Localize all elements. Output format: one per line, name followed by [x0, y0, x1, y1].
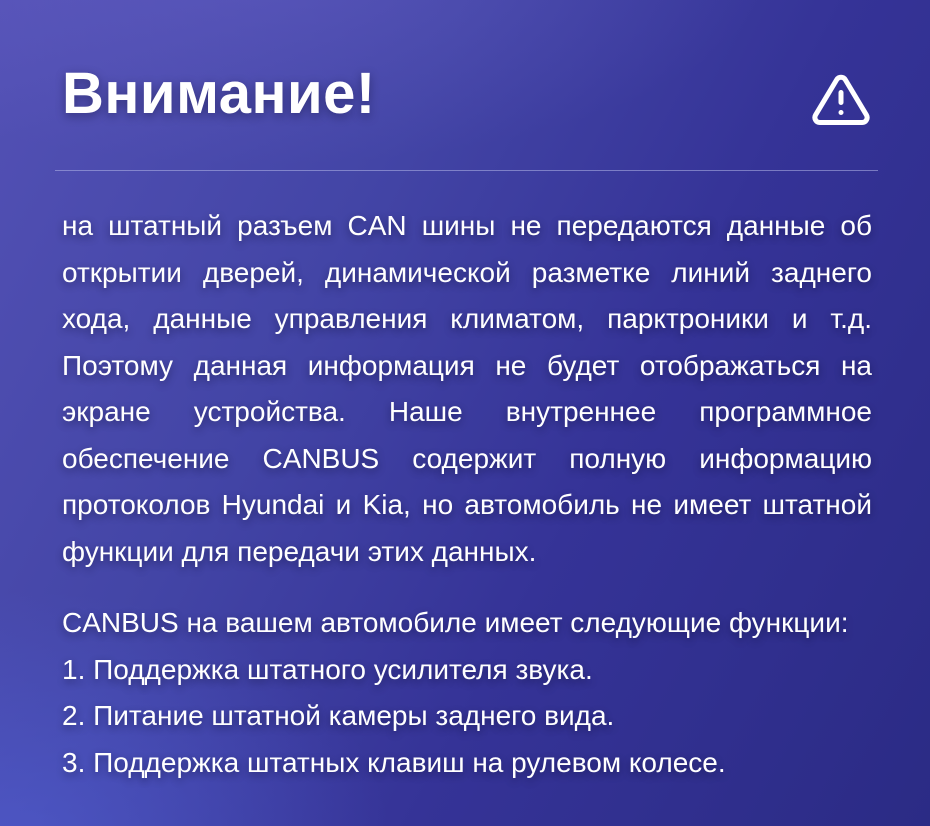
text-line: функции для передачи этих данных.	[62, 535, 537, 567]
text-line: Поэтому данная информация не будет отображаться на	[62, 349, 872, 381]
warning-triangle-icon	[808, 70, 874, 130]
divider	[55, 170, 878, 171]
paragraph-can-info	[62, 203, 872, 575]
paragraph-canbus-functions	[62, 600, 872, 786]
text-line: обеспечение CANBUS содержит полную информацию	[62, 442, 872, 474]
text-line: протоколов Hyundai и Kia, но автомобиль не имеет штатной	[62, 489, 872, 520]
text-line: экране устройства. Наше внутреннее программное	[62, 396, 872, 427]
page-title: Внимание!	[62, 61, 376, 126]
canbus-functions-heading: CANBUS на вашем автомобиле имеет следующие функции:	[62, 607, 849, 638]
function-list-item: 3. Поддержка штатных клавиш на рулевом колесе.	[62, 746, 726, 778]
text-line: открытии дверей, динамической разметке линий заднего	[62, 256, 872, 288]
text-line: хода, данные управления климатом, парктроники и т.д.	[62, 303, 872, 334]
function-list-item: 1. Поддержка штатного усилителя звука.	[62, 653, 593, 685]
function-list-item: 2. Питание штатной камеры заднего вида.	[62, 700, 615, 731]
header	[62, 61, 874, 130]
text-line: на штатный разъем CAN шины не передаются данные об	[62, 210, 872, 241]
